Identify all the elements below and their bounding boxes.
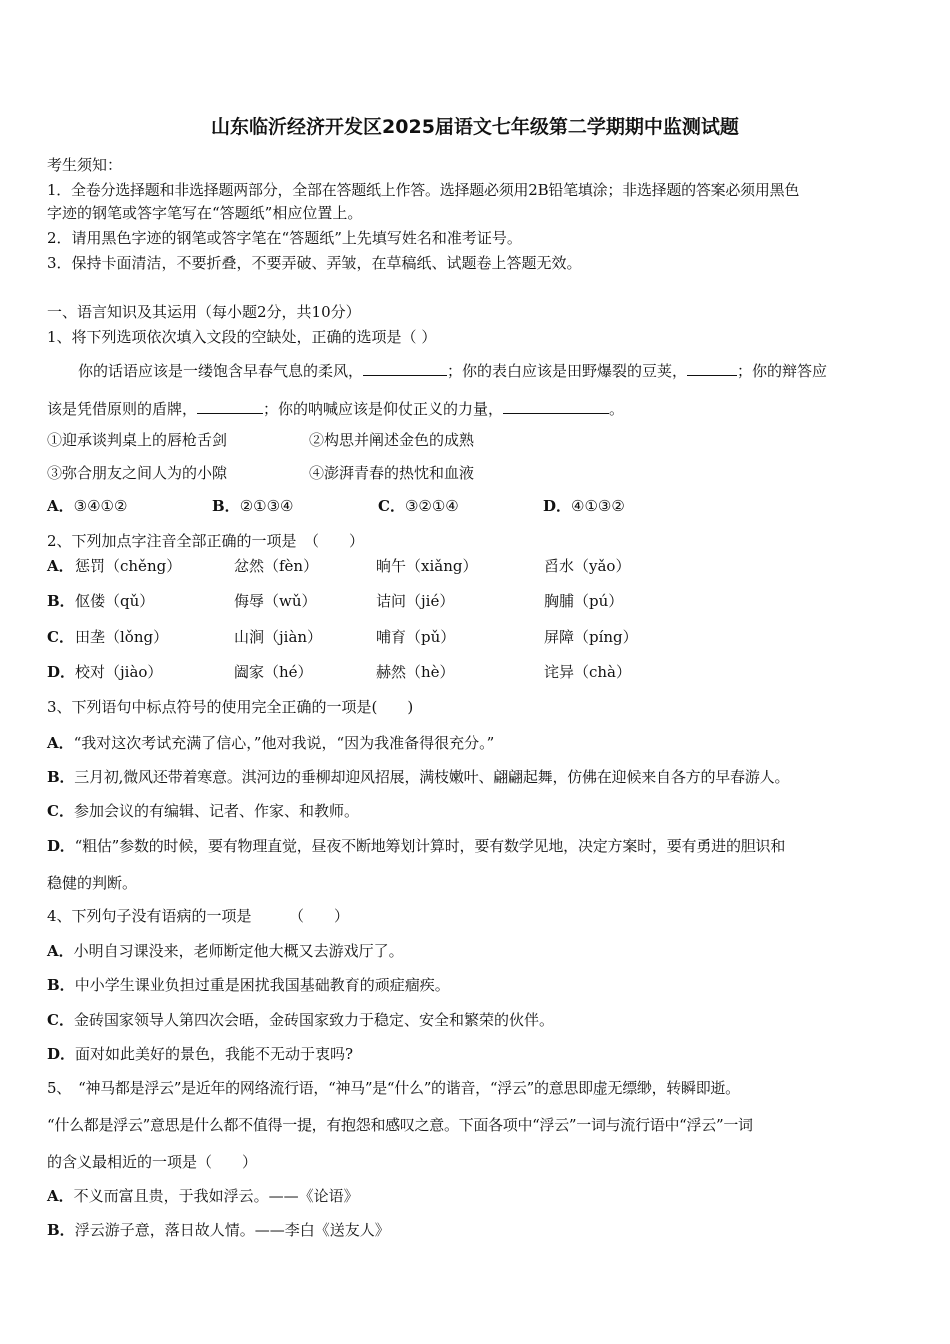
q1-choice-a: A．③④①② <box>47 497 128 515</box>
q2-item: 忿然（fèn） <box>234 557 319 575</box>
notice-item-1-cont: 字迹的钢笔或答字笔写在“答题纸”相应位置上。 <box>47 204 363 222</box>
q1-option-4: ④澎湃青春的热忱和血液 <box>309 464 475 482</box>
q1-option-2: ②构思并阐述金色的成熟 <box>309 431 475 449</box>
q2-item: 校对（jiào） <box>75 663 163 681</box>
q3-stem: 3、下列语句中标点符号的使用完全正确的一项是( ) <box>47 698 414 716</box>
q4-choice-d: D．面对如此美好的景色，我能不无动于衷吗? <box>47 1045 354 1063</box>
notice-item-1: 1．全卷分选择题和非选择题两部分，全部在答题纸上作答。选择题必须用2B铅笔填涂；非选择题的答案必须用黑色 <box>47 181 800 199</box>
exam-title: 山东临沂经济开发区2025届语文七年级第二学期期中监测试题 <box>211 116 739 138</box>
q1-passage-line-2: 该是凭借原则的盾牌， ；你的呐喊应该是仰仗正义的力量， 。 <box>47 400 625 418</box>
q2-item: 田垄（lǒng） <box>75 628 169 646</box>
q2-item: 赫然（hè） <box>376 663 455 681</box>
q5-stem-cont: “什么都是浮云”意思是什么都不值得一提，有抱怨和感叹之意。下面各项中“浮云”一词与流行语中“浮云”一词 <box>47 1116 753 1134</box>
q1-stem: 1、将下列选项依次填入文段的空缺处，正确的选项是（ ） <box>47 328 437 346</box>
q5-stem: 5、 “神马都是浮云”是近年的网络流行语，“神马”是“什么”的谐音，“浮云”的意思即虚无缥缈，转瞬即逝。 <box>47 1079 740 1097</box>
answer-blank <box>363 360 447 376</box>
notice-item-3: 3．保持卡面清洁，不要折叠，不要弄破、弄皱，在草稿纸、试题卷上答题无效。 <box>47 254 582 272</box>
answer-blank <box>197 398 263 414</box>
q3-choice-a: A．“我对这次考试充满了信心，”他对我说，“因为我准备得很充分。” <box>47 734 495 752</box>
q2-row-a-letter: A． <box>47 557 74 575</box>
q5-stem-cont: 的含义最相近的一项是（ ） <box>47 1153 258 1171</box>
q4-choice-b: B．中小学生课业负担过重是困扰我国基础教育的顽症痼疾。 <box>47 976 450 994</box>
q3-choice-d-cont: 稳健的判断。 <box>47 874 138 892</box>
answer-blank <box>503 398 609 414</box>
q3-choice-b: B．三月初,微风还带着寒意。淇河边的垂柳却迎风招展，满枝嫩叶、翩翩起舞，仿佛在迎候来自各方的早春游人。 <box>47 768 790 786</box>
q2-row-c-letter: C． <box>47 628 74 646</box>
q3-choice-c: C．参加会议的有编辑、记者、作家、和教师。 <box>47 802 359 820</box>
answer-blank <box>687 360 737 376</box>
q3-choice-d: D．“粗估”参数的时候，要有物理直觉，昼夜不断地筹划计算时，要有数学见地，决定方案时，要有勇进的胆识和 <box>47 837 786 855</box>
q2-item: 舀水（yǎo） <box>544 557 631 575</box>
q1-option-3: ③弥合朋友之间人为的小隙 <box>47 464 228 482</box>
section-heading: 一、语言知识及其运用（每小题2分，共10分） <box>47 303 361 321</box>
q1-passage-line-1: 你的话语应该是一缕饱含早春气息的柔风， ；你的表白应该是田野爆裂的豆荚， ；你的辩答应 <box>78 362 828 380</box>
q5-choice-b: B．浮云游子意，落日故人情。——李白《送友人》 <box>47 1221 390 1239</box>
q2-item: 山涧（jiàn） <box>234 628 323 646</box>
q5-choice-a: A．不义而富且贵，于我如浮云。——《论语》 <box>47 1187 359 1205</box>
q1-choice-c: C．③②①④ <box>378 497 459 515</box>
q4-choice-c: C．金砖国家领导人第四次会晤，金砖国家致力于稳定、安全和繁荣的伙伴。 <box>47 1011 554 1029</box>
q1-choice-b: B．②①③④ <box>212 497 294 515</box>
q1-option-1: ①迎承谈判桌上的唇枪舌剑 <box>47 431 228 449</box>
q2-item: 阖家（hé） <box>234 663 313 681</box>
q4-choice-a: A．小明自习课没来，老师断定他大概又去游戏厅了。 <box>47 942 404 960</box>
q2-row-d-letter: D． <box>47 663 76 681</box>
q2-item: 诧异（chà） <box>544 663 632 681</box>
q2-item: 侮辱（wǔ） <box>234 592 317 610</box>
notice-item-2: 2．请用黑色字迹的钢笔或答字笔在“答题纸”上先填写姓名和准考证号。 <box>47 229 522 247</box>
q1-choice-d: D．④①③② <box>543 497 625 515</box>
q4-stem: 4、下列句子没有语病的一项是 （ ） <box>47 907 350 925</box>
q2-item: 胸脯（pú） <box>544 592 624 610</box>
q2-item: 晌午（xiǎng） <box>376 557 478 575</box>
q2-item: 屏障（píng） <box>544 628 638 646</box>
notice-heading: 考生须知： <box>47 156 123 174</box>
q2-item: 伛偻（qǔ） <box>75 592 155 610</box>
q2-stem: 2、下列加点字注音全部正确的一项是 （ ） <box>47 532 365 550</box>
q2-item: 哺育（pǔ） <box>376 628 456 646</box>
q2-item: 惩罚（chěng） <box>75 557 182 575</box>
q2-item: 诘问（jié） <box>376 592 455 610</box>
q2-row-b-letter: B． <box>47 592 75 610</box>
